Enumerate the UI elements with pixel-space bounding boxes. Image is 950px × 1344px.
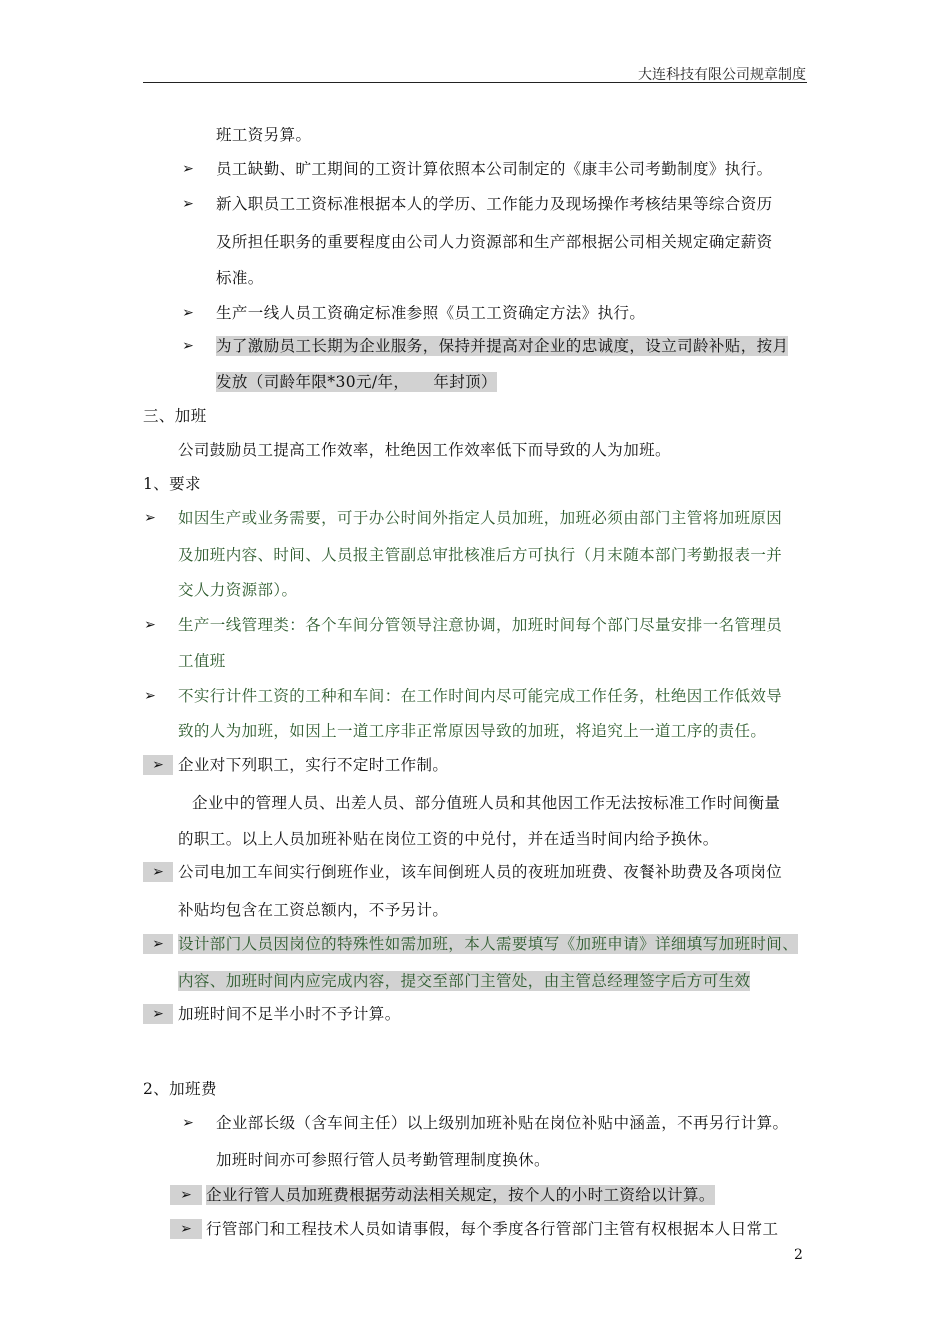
bullet-arrow-icon: ➢ [182, 196, 194, 212]
paragraph-line: 的职工。以上人员加班补贴在岗位工资的中兑付，并在适当时间内给予换休。 [178, 830, 719, 848]
bullet-arrow-icon: ➢ [182, 1115, 194, 1131]
page-number: 2 [794, 1247, 803, 1263]
list-item: 公司电加工车间实行倒班作业，该车间倒班人员的夜班加班费、夜餐补助费及各项岗位 [178, 863, 783, 881]
page-header-title: 大连科技有限公司规章制度 [638, 67, 806, 83]
bullet-arrow-icon: ➢ [144, 617, 156, 633]
header-rule [143, 82, 807, 83]
bullet-arrow-icon: ➢ [143, 862, 173, 882]
bullet-arrow-icon: ➢ [182, 338, 194, 354]
bullet-arrow-icon: ➢ [143, 755, 173, 775]
list-item-cont: 致的人为加班，如因上一道工序非正常原因导致的加班，将追究上一道工序的责任。 [178, 722, 767, 740]
list-item: 行管部门和工程技术人员如请事假，每个季度各行管部门主管有权根据本人日常工 [206, 1220, 779, 1238]
list-item: 生产一线人员工资确定标准参照《员工工资确定方法》执行。 [216, 304, 646, 322]
bullet-arrow-icon: ➢ [143, 934, 173, 954]
paragraph-line: 企业中的管理人员、出差人员、部分值班人员和其他因工作无法按标准工作时间衡量 [192, 794, 781, 812]
list-item-cont: 及所担任职务的重要程度由公司人力资源部和生产部根据公司相关规定确定薪资 [216, 233, 773, 251]
subsection-heading: 2、加班费 [143, 1080, 217, 1098]
list-item: 加班时间不足半小时不予计算。 [178, 1005, 401, 1023]
bullet-arrow-icon: ➢ [144, 510, 156, 526]
section-heading: 三、加班 [143, 407, 207, 425]
list-item-highlighted: 为了激励员工长期为企业服务，保持并提高对企业的忠诚度，设立司龄补贴，按月 [216, 337, 789, 355]
bullet-arrow-icon: ➢ [182, 161, 194, 177]
list-item: 新入职员工工资标准根据本人的学历、工作能力及现场操作考核结果等综合资历 [216, 195, 773, 213]
bullet-arrow-icon: ➢ [143, 1004, 173, 1024]
subsection-heading: 1、要求 [143, 475, 201, 493]
list-item-highlighted: 企业行管人员加班费根据劳动法相关规定，按个人的小时工资给以计算。 [206, 1186, 715, 1204]
list-item-highlighted-cont: 内容、加班时间内应完成内容，提交至部门主管处，由主管总经理签字后方可生效 [178, 972, 751, 990]
list-item-cont: 标准。 [216, 269, 264, 287]
list-item: 如因生产或业务需要，可于办公时间外指定人员加班，加班必须由部门主管将加班原因 [178, 509, 783, 527]
section-intro: 公司鼓励员工提高工作效率，杜绝因工作效率低下而导致的人为加班。 [178, 441, 671, 459]
bullet-arrow-icon: ➢ [170, 1185, 202, 1205]
list-item-cont: 工值班 [178, 652, 226, 670]
list-item-cont: 及加班内容、时间、人员报主管副总审批核准后方可执行（月末随本部门考勤报表一并 [178, 546, 783, 564]
list-item-cont: 加班时间亦可参照行管人员考勤管理制度换休。 [216, 1151, 550, 1169]
list-item-cont: 交人力资源部）。 [178, 581, 298, 599]
list-item-cont: 补贴均包含在工资总额内，不予另计。 [178, 901, 449, 919]
list-item: 企业对下列职工，实行不定时工作制。 [178, 756, 449, 774]
list-item: 不实行计件工资的工种和车间：在工作时间内尽可能完成工作任务，杜绝因工作低效导 [178, 687, 783, 705]
list-item: 企业部长级（含车间主任）以上级别加班补贴在岗位补贴中涵盖，不再另行计算。 [216, 1114, 789, 1132]
list-item: 生产一线管理类：各个车间分管领导注意协调，加班时间每个部门尽量安排一名管理员 [178, 616, 783, 634]
bullet-arrow-icon: ➢ [144, 688, 156, 704]
bullet-arrow-icon: ➢ [170, 1219, 202, 1239]
list-item: 员工缺勤、旷工期间的工资计算依照本公司制定的《康丰公司考勤制度》执行。 [216, 160, 773, 178]
continuation-line: 班工资另算。 [216, 126, 312, 144]
list-item-highlighted: 设计部门人员因岗位的特殊性如需加班，本人需要填写《加班申请》详细填写加班时间、 [178, 935, 799, 953]
bullet-arrow-icon: ➢ [182, 305, 194, 321]
list-item-highlighted-cont: 发放（司龄年限*30元/年， 年封顶） [216, 373, 497, 391]
